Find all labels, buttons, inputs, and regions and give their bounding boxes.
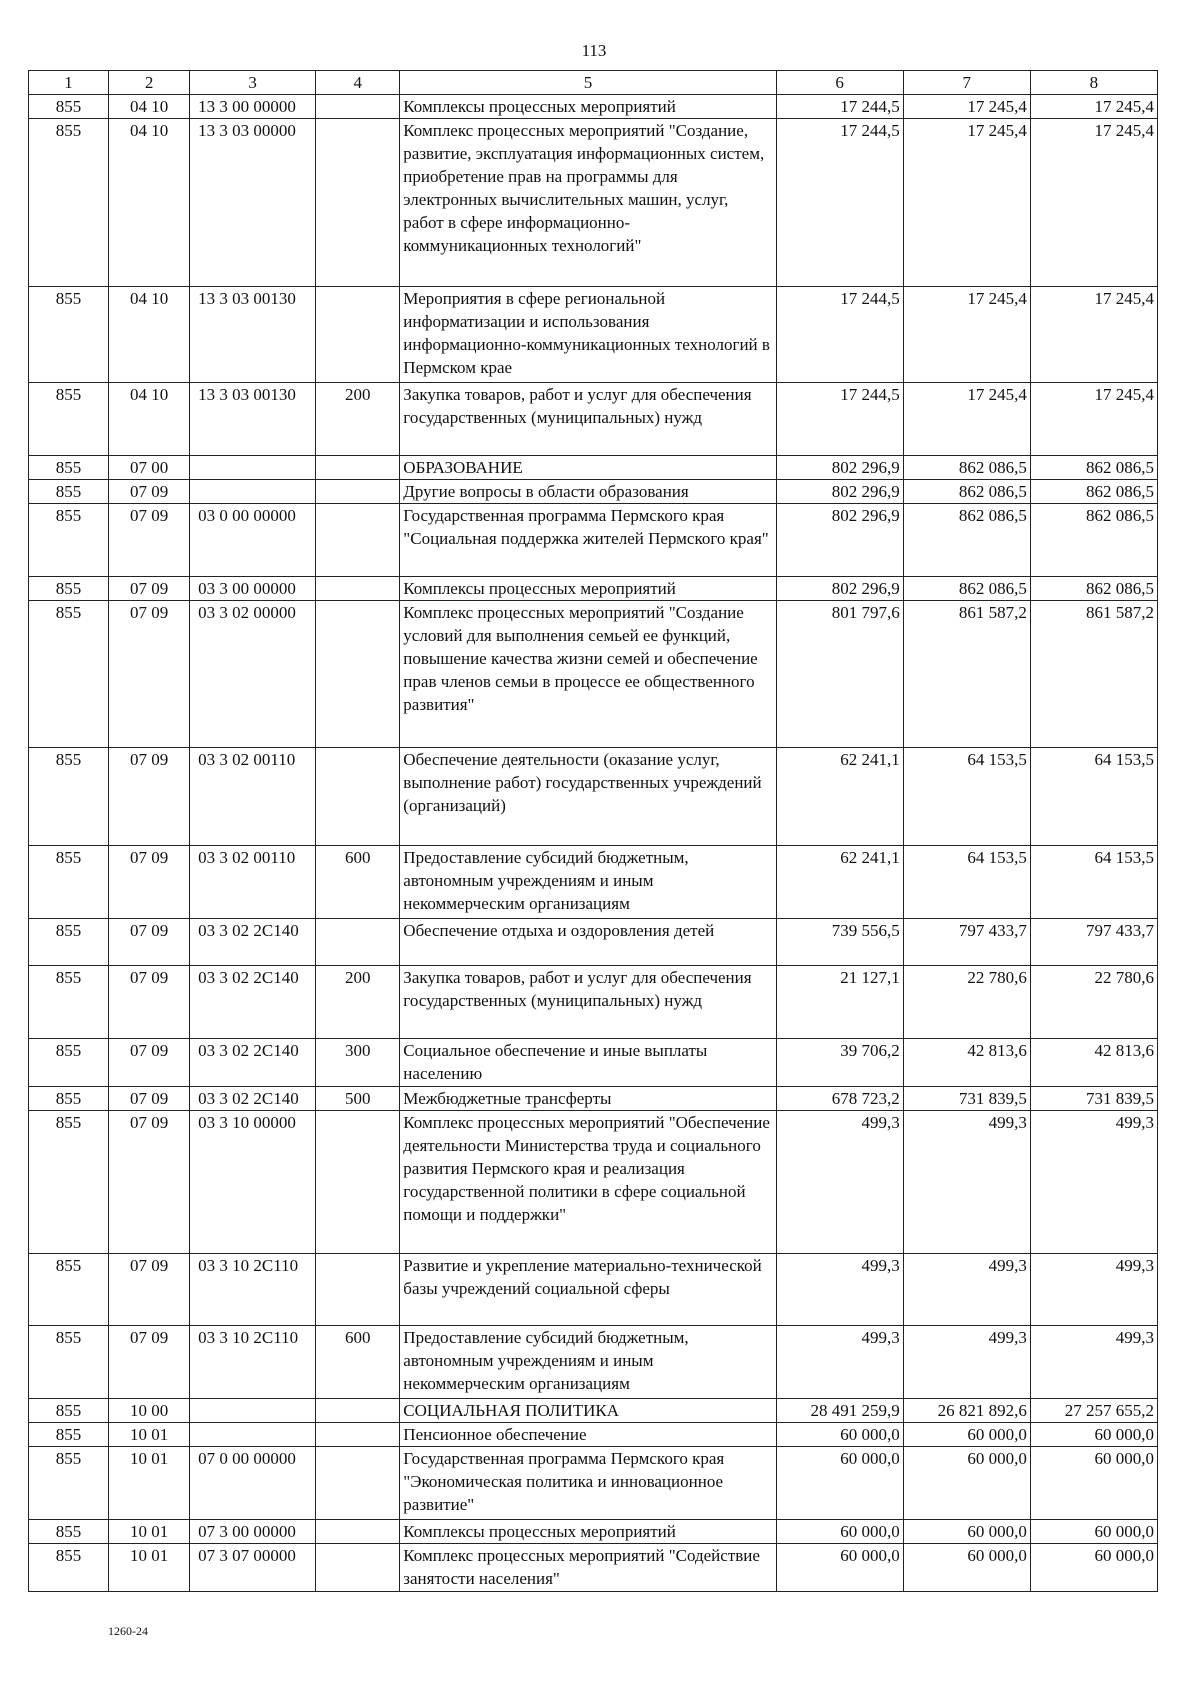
cell-name: Мероприятия в сфере региональной информатизации и использования информационно-коммуникационных технологий в Пермском крае xyxy=(400,287,776,383)
table-row xyxy=(29,504,1158,577)
cell-section: 04 10 xyxy=(109,119,190,287)
column-header: 2 xyxy=(109,71,190,95)
table-row xyxy=(29,1254,1158,1326)
table-row xyxy=(29,846,1158,919)
cell-amount-7: 17 245,4 xyxy=(903,287,1030,383)
cell-section: 07 09 xyxy=(109,1087,190,1111)
table-row xyxy=(29,287,1158,383)
cell-amount-8: 861 587,2 xyxy=(1030,601,1157,748)
table-row xyxy=(29,1326,1158,1399)
cell-expense-type xyxy=(316,1399,400,1423)
cell-section: 07 09 xyxy=(109,748,190,846)
cell-amount-7: 499,3 xyxy=(903,1111,1030,1254)
cell-amount-8: 797 433,7 xyxy=(1030,919,1157,966)
document-code: 1260-24 xyxy=(108,1624,148,1638)
cell-amount-7: 797 433,7 xyxy=(903,919,1030,966)
cell-amount-7: 862 086,5 xyxy=(903,577,1030,601)
cell-amount-8: 60 000,0 xyxy=(1030,1520,1157,1544)
cell-amount-8: 64 153,5 xyxy=(1030,846,1157,919)
cell-amount-8: 17 245,4 xyxy=(1030,119,1157,287)
cell-chapter: 855 xyxy=(29,1447,109,1520)
cell-section: 10 01 xyxy=(109,1544,190,1592)
cell-amount-8: 731 839,5 xyxy=(1030,1087,1157,1111)
column-header: 8 xyxy=(1030,71,1157,95)
budget-table xyxy=(28,70,1158,1592)
cell-expense-type xyxy=(316,1447,400,1520)
cell-amount-8: 64 153,5 xyxy=(1030,748,1157,846)
cell-section: 07 09 xyxy=(109,1254,190,1326)
cell-section: 10 00 xyxy=(109,1399,190,1423)
cell-target-article: 03 3 10 2С110 xyxy=(190,1254,316,1326)
cell-name: Другие вопросы в области образования xyxy=(400,480,776,504)
cell-amount-7: 22 780,6 xyxy=(903,966,1030,1039)
table-row xyxy=(29,1544,1158,1592)
cell-amount-6: 39 706,2 xyxy=(776,1039,903,1087)
column-header: 1 xyxy=(29,71,109,95)
cell-name: Комплекс процессных мероприятий "Создание, развитие, эксплуатация информационных систем, приобретение прав на программы для электронных вычислительных машин, услуг, работ в сфере информационно-коммуникационных технологий" xyxy=(400,119,776,287)
cell-name: Пенсионное обеспечение xyxy=(400,1423,776,1447)
cell-amount-7: 26 821 892,6 xyxy=(903,1399,1030,1423)
cell-expense-type: 200 xyxy=(316,966,400,1039)
cell-amount-8: 862 086,5 xyxy=(1030,577,1157,601)
cell-name: Предоставление субсидий бюджетным, автономным учреждениям и иным некоммерческим организациям xyxy=(400,846,776,919)
cell-target-article xyxy=(190,1399,316,1423)
cell-amount-8: 17 245,4 xyxy=(1030,287,1157,383)
cell-amount-6: 739 556,5 xyxy=(776,919,903,966)
cell-chapter: 855 xyxy=(29,966,109,1039)
cell-amount-6: 60 000,0 xyxy=(776,1423,903,1447)
cell-chapter: 855 xyxy=(29,1544,109,1592)
cell-amount-7: 17 245,4 xyxy=(903,119,1030,287)
cell-amount-8: 60 000,0 xyxy=(1030,1544,1157,1592)
cell-amount-6: 499,3 xyxy=(776,1254,903,1326)
cell-amount-8: 60 000,0 xyxy=(1030,1423,1157,1447)
cell-amount-6: 499,3 xyxy=(776,1326,903,1399)
cell-section: 07 09 xyxy=(109,577,190,601)
cell-amount-6: 60 000,0 xyxy=(776,1544,903,1592)
cell-target-article: 03 3 02 2С140 xyxy=(190,966,316,1039)
cell-amount-8: 862 086,5 xyxy=(1030,456,1157,480)
cell-amount-6: 802 296,9 xyxy=(776,504,903,577)
cell-target-article: 07 0 00 00000 xyxy=(190,1447,316,1520)
cell-name: Обеспечение деятельности (оказание услуг, выполнение работ) государственных учреждений (организаций) xyxy=(400,748,776,846)
table-row xyxy=(29,119,1158,287)
cell-expense-type xyxy=(316,601,400,748)
cell-amount-6: 17 244,5 xyxy=(776,383,903,456)
cell-amount-8: 27 257 655,2 xyxy=(1030,1399,1157,1423)
cell-amount-6: 62 241,1 xyxy=(776,748,903,846)
cell-expense-type xyxy=(316,456,400,480)
cell-amount-6: 28 491 259,9 xyxy=(776,1399,903,1423)
table-row xyxy=(29,1399,1158,1423)
cell-amount-6: 802 296,9 xyxy=(776,456,903,480)
cell-target-article: 13 3 03 00130 xyxy=(190,287,316,383)
cell-section: 07 09 xyxy=(109,1039,190,1087)
cell-target-article xyxy=(190,480,316,504)
cell-chapter: 855 xyxy=(29,1399,109,1423)
cell-amount-6: 21 127,1 xyxy=(776,966,903,1039)
cell-amount-6: 802 296,9 xyxy=(776,577,903,601)
cell-chapter: 855 xyxy=(29,287,109,383)
cell-chapter: 855 xyxy=(29,95,109,119)
cell-chapter: 855 xyxy=(29,577,109,601)
cell-name: Социальное обеспечение и иные выплаты населению xyxy=(400,1039,776,1087)
table-row xyxy=(29,383,1158,456)
cell-section: 07 09 xyxy=(109,1111,190,1254)
cell-expense-type xyxy=(316,1423,400,1447)
cell-name: Развитие и укрепление материально-технической базы учреждений социальной сферы xyxy=(400,1254,776,1326)
table-row xyxy=(29,1423,1158,1447)
cell-chapter: 855 xyxy=(29,504,109,577)
cell-amount-6: 802 296,9 xyxy=(776,480,903,504)
cell-chapter: 855 xyxy=(29,1326,109,1399)
cell-amount-7: 499,3 xyxy=(903,1254,1030,1326)
cell-chapter: 855 xyxy=(29,1087,109,1111)
cell-name: Комплексы процессных мероприятий xyxy=(400,577,776,601)
column-header: 5 xyxy=(400,71,776,95)
table-row xyxy=(29,95,1158,119)
cell-section: 07 09 xyxy=(109,480,190,504)
cell-amount-7: 64 153,5 xyxy=(903,846,1030,919)
cell-expense-type: 200 xyxy=(316,383,400,456)
cell-expense-type xyxy=(316,919,400,966)
cell-amount-6: 17 244,5 xyxy=(776,287,903,383)
cell-amount-6: 60 000,0 xyxy=(776,1447,903,1520)
cell-amount-8: 22 780,6 xyxy=(1030,966,1157,1039)
cell-target-article xyxy=(190,1423,316,1447)
cell-expense-type: 300 xyxy=(316,1039,400,1087)
cell-expense-type xyxy=(316,1520,400,1544)
cell-expense-type: 500 xyxy=(316,1087,400,1111)
cell-section: 07 09 xyxy=(109,601,190,748)
cell-section: 07 09 xyxy=(109,919,190,966)
cell-section: 04 10 xyxy=(109,287,190,383)
cell-chapter: 855 xyxy=(29,480,109,504)
table-body xyxy=(29,95,1158,1592)
cell-name: Государственная программа Пермского края "Экономическая политика и инновационное развитие" xyxy=(400,1447,776,1520)
table-row xyxy=(29,601,1158,748)
cell-section: 07 09 xyxy=(109,966,190,1039)
column-header: 7 xyxy=(903,71,1030,95)
cell-amount-6: 801 797,6 xyxy=(776,601,903,748)
cell-section: 10 01 xyxy=(109,1447,190,1520)
cell-expense-type xyxy=(316,504,400,577)
cell-expense-type xyxy=(316,287,400,383)
cell-chapter: 855 xyxy=(29,383,109,456)
cell-target-article: 07 3 07 00000 xyxy=(190,1544,316,1592)
cell-name: Комплексы процессных мероприятий xyxy=(400,1520,776,1544)
table-row xyxy=(29,456,1158,480)
cell-name: Обеспечение отдыха и оздоровления детей xyxy=(400,919,776,966)
page-number: 113 xyxy=(581,41,607,60)
cell-name: Комплекс процессных мероприятий "Обеспечение деятельности Министерства труда и социального развития Пермского края и реализация государственной политики в сфере социальной помощи и поддержки" xyxy=(400,1111,776,1254)
cell-expense-type xyxy=(316,480,400,504)
cell-expense-type: 600 xyxy=(316,1326,400,1399)
cell-target-article: 07 3 00 00000 xyxy=(190,1520,316,1544)
cell-target-article: 03 3 02 00000 xyxy=(190,601,316,748)
cell-amount-7: 499,3 xyxy=(903,1326,1030,1399)
cell-amount-8: 17 245,4 xyxy=(1030,383,1157,456)
table-row xyxy=(29,577,1158,601)
cell-section: 10 01 xyxy=(109,1520,190,1544)
cell-amount-8: 499,3 xyxy=(1030,1111,1157,1254)
table-row xyxy=(29,966,1158,1039)
cell-expense-type xyxy=(316,1544,400,1592)
cell-section: 07 09 xyxy=(109,1326,190,1399)
cell-amount-7: 17 245,4 xyxy=(903,383,1030,456)
cell-section: 07 09 xyxy=(109,846,190,919)
cell-name: Комплексы процессных мероприятий xyxy=(400,95,776,119)
cell-amount-6: 499,3 xyxy=(776,1111,903,1254)
cell-expense-type: 600 xyxy=(316,846,400,919)
cell-target-article: 03 3 02 2С140 xyxy=(190,1039,316,1087)
cell-amount-6: 17 244,5 xyxy=(776,119,903,287)
cell-expense-type xyxy=(316,748,400,846)
table-row xyxy=(29,919,1158,966)
cell-amount-6: 62 241,1 xyxy=(776,846,903,919)
cell-name: СОЦИАЛЬНАЯ ПОЛИТИКА xyxy=(400,1399,776,1423)
cell-target-article: 03 3 00 00000 xyxy=(190,577,316,601)
cell-amount-7: 862 086,5 xyxy=(903,480,1030,504)
column-header: 3 xyxy=(190,71,316,95)
cell-amount-8: 60 000,0 xyxy=(1030,1447,1157,1520)
cell-section: 10 01 xyxy=(109,1423,190,1447)
cell-amount-7: 64 153,5 xyxy=(903,748,1030,846)
cell-chapter: 855 xyxy=(29,1111,109,1254)
cell-name: Комплекс процессных мероприятий "Содействие занятости населения" xyxy=(400,1544,776,1592)
cell-chapter: 855 xyxy=(29,601,109,748)
cell-expense-type xyxy=(316,577,400,601)
cell-target-article: 03 3 02 00110 xyxy=(190,846,316,919)
cell-amount-7: 60 000,0 xyxy=(903,1423,1030,1447)
cell-amount-6: 678 723,2 xyxy=(776,1087,903,1111)
cell-target-article: 03 0 00 00000 xyxy=(190,504,316,577)
cell-amount-7: 731 839,5 xyxy=(903,1087,1030,1111)
table-row xyxy=(29,1039,1158,1087)
cell-target-article: 03 3 10 2С110 xyxy=(190,1326,316,1399)
cell-target-article: 03 3 02 00110 xyxy=(190,748,316,846)
cell-name: Государственная программа Пермского края "Социальная поддержка жителей Пермского края" xyxy=(400,504,776,577)
cell-chapter: 855 xyxy=(29,919,109,966)
cell-chapter: 855 xyxy=(29,846,109,919)
cell-amount-8: 17 245,4 xyxy=(1030,95,1157,119)
cell-amount-8: 862 086,5 xyxy=(1030,504,1157,577)
cell-section: 04 10 xyxy=(109,383,190,456)
column-header: 6 xyxy=(776,71,903,95)
cell-amount-7: 861 587,2 xyxy=(903,601,1030,748)
table-header-row xyxy=(29,71,1158,95)
table-row xyxy=(29,1447,1158,1520)
cell-amount-8: 42 813,6 xyxy=(1030,1039,1157,1087)
table-row xyxy=(29,480,1158,504)
cell-name: Комплекс процессных мероприятий "Создание условий для выполнения семьей ее функций, повышение качества жизни семей и обеспечение прав членов семьи в процессе ее общественного развития" xyxy=(400,601,776,748)
cell-section: 07 00 xyxy=(109,456,190,480)
cell-amount-6: 60 000,0 xyxy=(776,1520,903,1544)
cell-amount-7: 17 245,4 xyxy=(903,95,1030,119)
cell-section: 07 09 xyxy=(109,504,190,577)
cell-expense-type xyxy=(316,1111,400,1254)
cell-target-article: 03 3 10 00000 xyxy=(190,1111,316,1254)
table-row xyxy=(29,1087,1158,1111)
cell-target-article xyxy=(190,456,316,480)
cell-name: Предоставление субсидий бюджетным, автономным учреждениям и иным некоммерческим организациям xyxy=(400,1326,776,1399)
cell-name: Закупка товаров, работ и услуг для обеспечения государственных (муниципальных) нужд xyxy=(400,383,776,456)
cell-target-article: 03 3 02 2С140 xyxy=(190,919,316,966)
cell-chapter: 855 xyxy=(29,1423,109,1447)
cell-amount-7: 60 000,0 xyxy=(903,1544,1030,1592)
cell-chapter: 855 xyxy=(29,456,109,480)
cell-amount-6: 17 244,5 xyxy=(776,95,903,119)
cell-amount-8: 862 086,5 xyxy=(1030,480,1157,504)
cell-target-article: 13 3 03 00000 xyxy=(190,119,316,287)
cell-name: Закупка товаров, работ и услуг для обеспечения государственных (муниципальных) нужд xyxy=(400,966,776,1039)
column-header: 4 xyxy=(316,71,400,95)
cell-chapter: 855 xyxy=(29,1520,109,1544)
table-row xyxy=(29,1111,1158,1254)
cell-target-article: 13 3 03 00130 xyxy=(190,383,316,456)
cell-chapter: 855 xyxy=(29,748,109,846)
cell-amount-7: 60 000,0 xyxy=(903,1520,1030,1544)
cell-chapter: 855 xyxy=(29,119,109,287)
cell-name: ОБРАЗОВАНИЕ xyxy=(400,456,776,480)
cell-chapter: 855 xyxy=(29,1254,109,1326)
cell-expense-type xyxy=(316,1254,400,1326)
cell-amount-7: 60 000,0 xyxy=(903,1447,1030,1520)
cell-section: 04 10 xyxy=(109,95,190,119)
table-row xyxy=(29,748,1158,846)
cell-amount-7: 42 813,6 xyxy=(903,1039,1030,1087)
cell-chapter: 855 xyxy=(29,1039,109,1087)
cell-expense-type xyxy=(316,119,400,287)
cell-target-article: 13 3 00 00000 xyxy=(190,95,316,119)
cell-expense-type xyxy=(316,95,400,119)
cell-target-article: 03 3 02 2С140 xyxy=(190,1087,316,1111)
cell-amount-7: 862 086,5 xyxy=(903,504,1030,577)
cell-amount-8: 499,3 xyxy=(1030,1326,1157,1399)
cell-amount-8: 499,3 xyxy=(1030,1254,1157,1326)
table-row xyxy=(29,1520,1158,1544)
cell-name: Межбюджетные трансферты xyxy=(400,1087,776,1111)
cell-amount-7: 862 086,5 xyxy=(903,456,1030,480)
